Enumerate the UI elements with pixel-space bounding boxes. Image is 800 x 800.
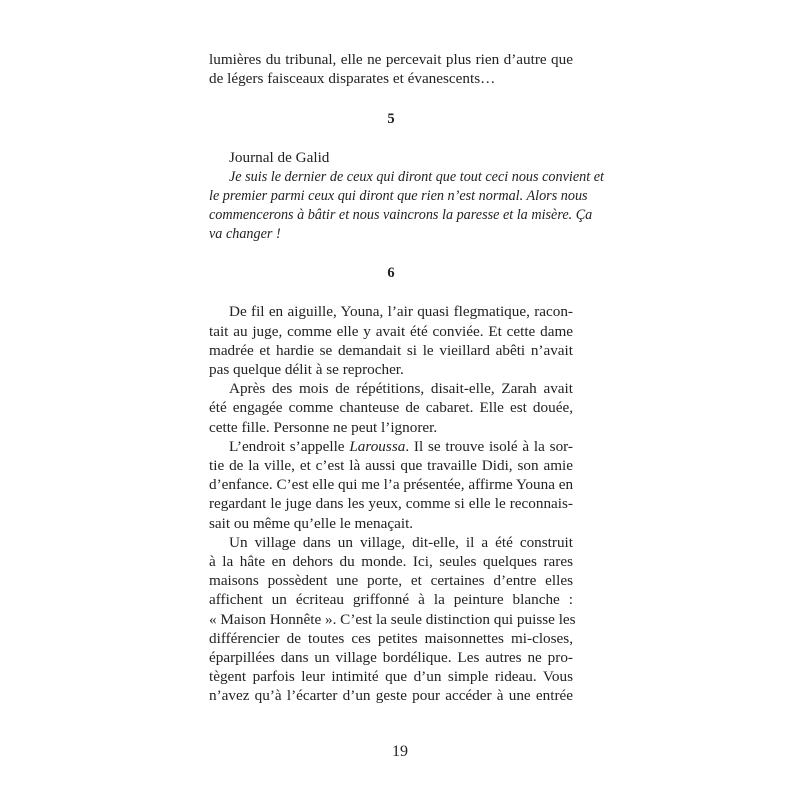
journal-heading: Journal de Galid (229, 149, 330, 167)
text-line: tie de la ville, et c’est là aussi que travaille Didi, son amie (209, 457, 573, 475)
text-line: lumières du tribunal, elle ne percevait plus rien d’autre que (209, 51, 573, 68)
text-line: affichent un écriteau griffonné à la peinture blanche : (209, 591, 573, 609)
text-line: De fil en aiguille, Youna, l’air quasi flegmatique, racon- (229, 303, 573, 321)
journal-italic-line: commencerons à bâtir et nous vaincrons la paresse et la misère. Ça (209, 207, 593, 224)
text-line: de légers faisceaux disparates et évanescents… (209, 70, 496, 88)
journal-italic-line: le premier parmi ceux qui diront que rien n’est normal. Alors nous (209, 187, 588, 204)
text-line: Après des mois de répétitions, disait-elle, Zarah avait (229, 380, 573, 398)
paragraph (209, 379, 573, 437)
text-line: d’enfance. C’est elle qui me l’a présentée, affirme Youna en (209, 476, 574, 494)
text-line: cette fille. Personne ne peut l’ignorer. (209, 418, 438, 436)
text-line: tègent parfois leur intimité que d’un simple rideau. Vous (209, 668, 573, 686)
text-line: maisons possèdent une porte, et certaines d’entre elles (209, 572, 573, 590)
text-line: regardant le juge dans les yeux, comme si elle le reconnais- (209, 495, 573, 513)
text-segment: . Il se trouve isolé à la sor- (405, 437, 573, 455)
journal-italic-line: Je suis le dernier de ceux qui diront que tout ceci nous convient et (229, 168, 604, 185)
text-line: Un village dans un village, dit-elle, il a été construit (229, 533, 573, 551)
text-line: été engagée comme chanteuse de cabaret. Elle est douée, (209, 399, 573, 417)
text-line (209, 437, 573, 456)
journal-entry (209, 148, 604, 244)
text-line: éparpillées dans un village bordélique. Les autres ne pro- (209, 649, 573, 667)
text-line: madrée et hardie se demandait si le vieillard abêti n’avait (209, 341, 573, 359)
text-line: sait ou même qu’elle le menaçait. (209, 514, 414, 532)
text-line: tait au juge, comme elle y avait été conviée. Et cette dame (209, 322, 573, 340)
page-body (209, 50, 604, 706)
chapter-6-text (209, 302, 576, 705)
paragraph (209, 302, 573, 379)
paragraph (209, 437, 573, 533)
paragraph (209, 533, 576, 706)
page-number: 19 (392, 743, 408, 760)
text-line: à la hâte en dehors du monde. Ici, seules quelques rares (209, 553, 573, 571)
chapter-number-6: 6 (387, 265, 395, 282)
opening-paragraph (209, 50, 573, 88)
text-segment: L’endroit s’appelle (229, 437, 350, 455)
text-line: « Maison Honnête ». C’est la seule distinction qui puisse les (209, 610, 576, 628)
text-line: n’avez qu’à l’écarter d’un geste pour accéder à une entrée (209, 687, 573, 705)
place-name-laroussa: Laroussa (349, 437, 406, 455)
journal-italic-line: va changer ! (209, 226, 281, 243)
text-line: pas quelque délit à se reprocher. (209, 361, 404, 379)
chapter-number-5: 5 (387, 111, 395, 128)
text-line: différencier de toutes ces petites maisonnettes mi-closes, (209, 629, 573, 647)
